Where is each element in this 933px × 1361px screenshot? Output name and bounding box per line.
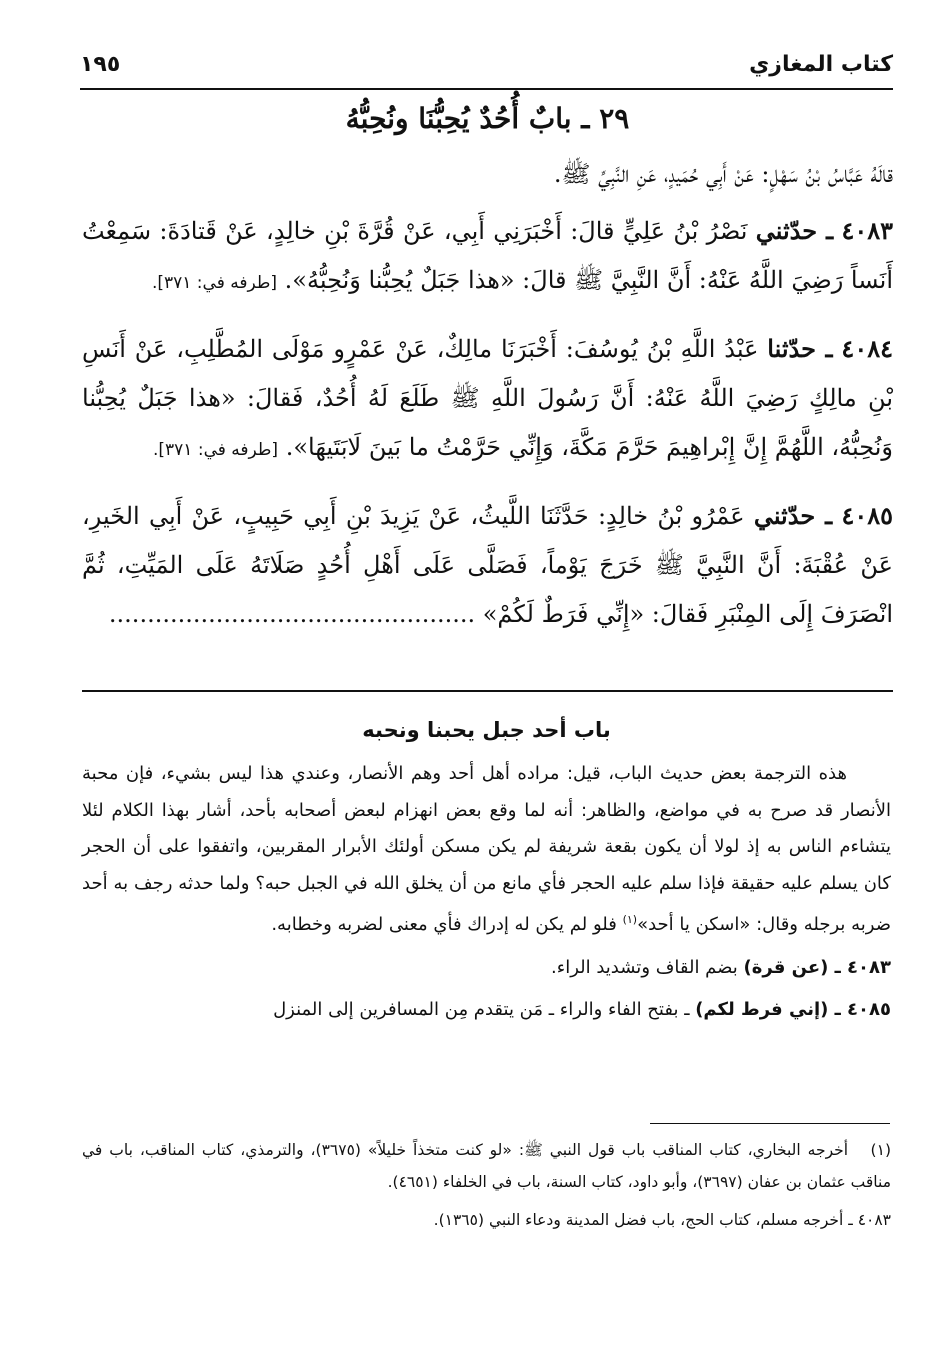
hadith-4084: ٤٠٨٤ ـ حدّثنا عَبْدُ اللَّهِ بْنُ يُوسُفَ: أَخْبَرَنَا مالِكٌ، عَنْ عَمْرٍو مَوْلَى المُطَّلِبِ، عَنْ أَنَسِ بْنِ مالِكٍ رَضِيَ اللَّهُ عَنْهُ: أَنَّ رَسُولَ اللَّهِ ﷺ طَلَعَ لَهُ أُحُدٌ، فَقالَ: «هذا جَبَلٌ يُحِبُّنا وَنُحِبُّهُ، اللَّهُمَّ إِنَّ إِبْراهِيمَ حَرَّمَ مَكَّةَ، وَإِنِّي حَرَّمْتُ ما بَينَ لَابَتَيهَا». [طرفه في: ٣٧١].: [82, 334, 893, 461]
commentary-text-end: فلو لم يكن له إدراك فأي معنى لضربه وخطابه.: [271, 914, 623, 935]
hadith-verb: حدّثني: [753, 501, 816, 530]
commentary-text: هذه الترجمة بعض حديث الباب، قيل: مراده أهل أحد وهم الأنصار، وعندي هذا ليس بشيء، فإن محبة الأنصار قد صرح به في مواضع، والظاهر: أنه لما وقع بعض انهزام لبعض أصحابه بأحد، أشار بهذا الكلام لئلا يتشاءم الناس به إذ لولا أن يكون بقعة شريفة لم يكن مسكن أولئك الأبرار المقربين، واتفقوا على أن الحجر كان يسلم عليه حقيقة فإذا سلم عليه الحجر فأي مانع من أن يخلق الله في الجبل حبه؟ ولما حدثه رجف به أحد ضربه برجله وقال: «اسكن يا أحد»: [82, 763, 891, 935]
footnote-mark: ٤٠٨٣ ـ: [848, 1211, 891, 1229]
hadith-number: ٤٠٨٤: [841, 334, 893, 363]
note-number: ٤٠٨٥: [847, 998, 891, 1020]
book-title: كتاب المغازي: [749, 51, 893, 77]
note-text: بضم القاف وتشديد الراء.: [551, 956, 738, 978]
hadith-taraf: [طرفه في: ٣٧١].: [151, 273, 278, 293]
note-text: بفتح الفاء والراء ـ مَن يتقدم مِن المسافرين إلى المنزل: [273, 998, 679, 1020]
footnote: [82, 1134, 891, 1198]
page-number: ١٩٥: [80, 51, 121, 77]
footnote-rule: [650, 1123, 890, 1124]
commentary-title: باب أحد جبل يحبنا ونحبه: [362, 718, 611, 742]
note-phrase: (عن قرة): [743, 956, 829, 978]
hadith-text: عَمْرُو بْنُ خالِدٍ: حَدَّثَنَا اللَّيثُ، عَنْ يَزِيدَ بْنِ أَبِي حَبِيبٍ، عَنْ أَبِي الخَيرِ، عَنْ عُقْبَةَ: أَنَّ النَّبِيَّ ﷺ خَرَجَ يَوْماً، فَصَلَّى عَلَى أَهْلِ أُحُدٍ صَلَاتَهُ عَلَى المَيِّتِ، ثُمَّ انْصَرَفَ إِلَى المِنْبَرِ فَقالَ: «إِنِّي فَرَطٌ لَكُمْ»: [82, 502, 893, 628]
chapter-title: ٢٩ ـ بابٌ أُحُدٌ يُحِبُّنَا ونُحِبُّهُ: [345, 102, 630, 135]
footnote: [82, 1204, 891, 1236]
commentary-note: ٤٠٨٥ ـ (إني فرط لكم) ـ بفتح الفاء والراء ـ مَن يتقدم مِن المسافرين إلى المنزل: [273, 998, 891, 1020]
footnote-text: أخرجه البخاري، كتاب المناقب باب قول النبي ﷺ: «لو كنت متخذاً خليلاً» (٣٦٧٥)، والترمذي، كتاب المناقب، باب في مناقب عثمان بن عفان (٣٦٩٧)، وأبو داود، كتاب السنة، باب في الخلفاء (٤٦٥١).: [82, 1141, 891, 1191]
hadith-taraf: [طرفه في: ٣٧١].: [152, 440, 279, 460]
hadith-4085: ٤٠٨٥ ـ حدّثني عَمْرُو بْنُ خالِدٍ: حَدَّثَنَا اللَّيثُ، عَنْ يَزِيدَ بْنِ أَبِي حَبِيبٍ، عَنْ أَبِي الخَيرِ، عَنْ عُقْبَةَ: أَنَّ النَّبِيَّ ﷺ خَرَجَ يَوْماً، فَصَلَّى عَلَى أَهْلِ أُحُدٍ صَلَاتَهُ عَلَى المَيِّتِ، ثُمَّ انْصَرَفَ إِلَى المِنْبَرِ فَقالَ: «إِنِّي فَرَطٌ لَكُمْ» ................................................: [82, 501, 893, 628]
hadith-verb: حدّثني: [755, 216, 818, 245]
hadith-section: [82, 96, 893, 655]
hadith-verb: حدّثنا: [767, 334, 816, 363]
commentary-section: [82, 712, 891, 1028]
chapter-intro: قالَهُ عَبَّاسُ بْنُ سَهْلٍ: عَنْ أَبِي حُمَيدٍ، عَنِ النَّبِيِّ ﷺ.: [553, 160, 893, 188]
hadith-number: ٤٠٨٣: [841, 216, 893, 245]
hadith-4083: ٤٠٨٣ ـ حدّثني نَصْرُ بْنُ عَلِيٍّ قالَ: أَخْبَرَنِي أَبِي، عَنْ قُرَّةَ بْنِ خالِدٍ، عَنْ قَتادَةَ: سَمِعْتُ أَنَساً رَضِيَ اللَّهُ عَنْهُ: أَنَّ النَّبِيَّ ﷺ قالَ: «هذا جَبَلٌ يُحِبُّنا وَنُحِبُّهُ». [طرفه في: ٣٧١].: [82, 216, 893, 294]
footnote-text: أخرجه مسلم، كتاب الحج، باب فضل المدينة ودعاء النبي (١٣٦٥).: [433, 1211, 844, 1229]
footnote-mark: (١): [870, 1141, 891, 1159]
note-phrase: (إني فرط لكم): [695, 998, 829, 1020]
continuation-dots: ................................................: [108, 600, 476, 628]
hadith-text: نَصْرُ بْنُ عَلِيٍّ قالَ: أَخْبَرَنِي أَبِي، عَنْ قُرَّةَ بْنِ خالِدٍ، عَنْ قَتادَةَ: سَمِعْتُ أَنَساً رَضِيَ اللَّهُ عَنْهُ: أَنَّ النَّبِيَّ ﷺ قالَ: «هذا جَبَلٌ يُحِبُّنا وَنُحِبُّهُ».: [82, 217, 893, 294]
hadith-number: ٤٠٨٥: [841, 501, 893, 530]
commentary-note: ٤٠٨٣ ـ (عن قرة) بضم القاف وتشديد الراء.: [551, 956, 891, 978]
running-header: [80, 40, 893, 90]
commentary-paragraph: [82, 756, 891, 944]
hadith-text: عَبْدُ اللَّهِ بْنُ يُوسُفَ: أَخْبَرَنَا مالِكٌ، عَنْ عَمْرٍو مَوْلَى المُطَّلِبِ، عَنْ أَنَسِ بْنِ مالِكٍ رَضِيَ اللَّهُ عَنْهُ: أَنَّ رَسُولَ اللَّهِ ﷺ طَلَعَ لَهُ أُحُدٌ، فَقالَ: «هذا جَبَلٌ يُحِبُّنا وَنُحِبُّهُ، اللَّهُمَّ إِنَّ إِبْراهِيمَ حَرَّمَ مَكَّةَ، وَإِنِّي حَرَّمْتُ ما بَينَ لَابَتَيهَا».: [82, 335, 893, 461]
note-number: ٤٠٨٣: [847, 956, 891, 978]
section-divider: [82, 690, 893, 692]
footnote-ref: (١): [622, 913, 638, 926]
footnotes: [82, 1134, 891, 1236]
